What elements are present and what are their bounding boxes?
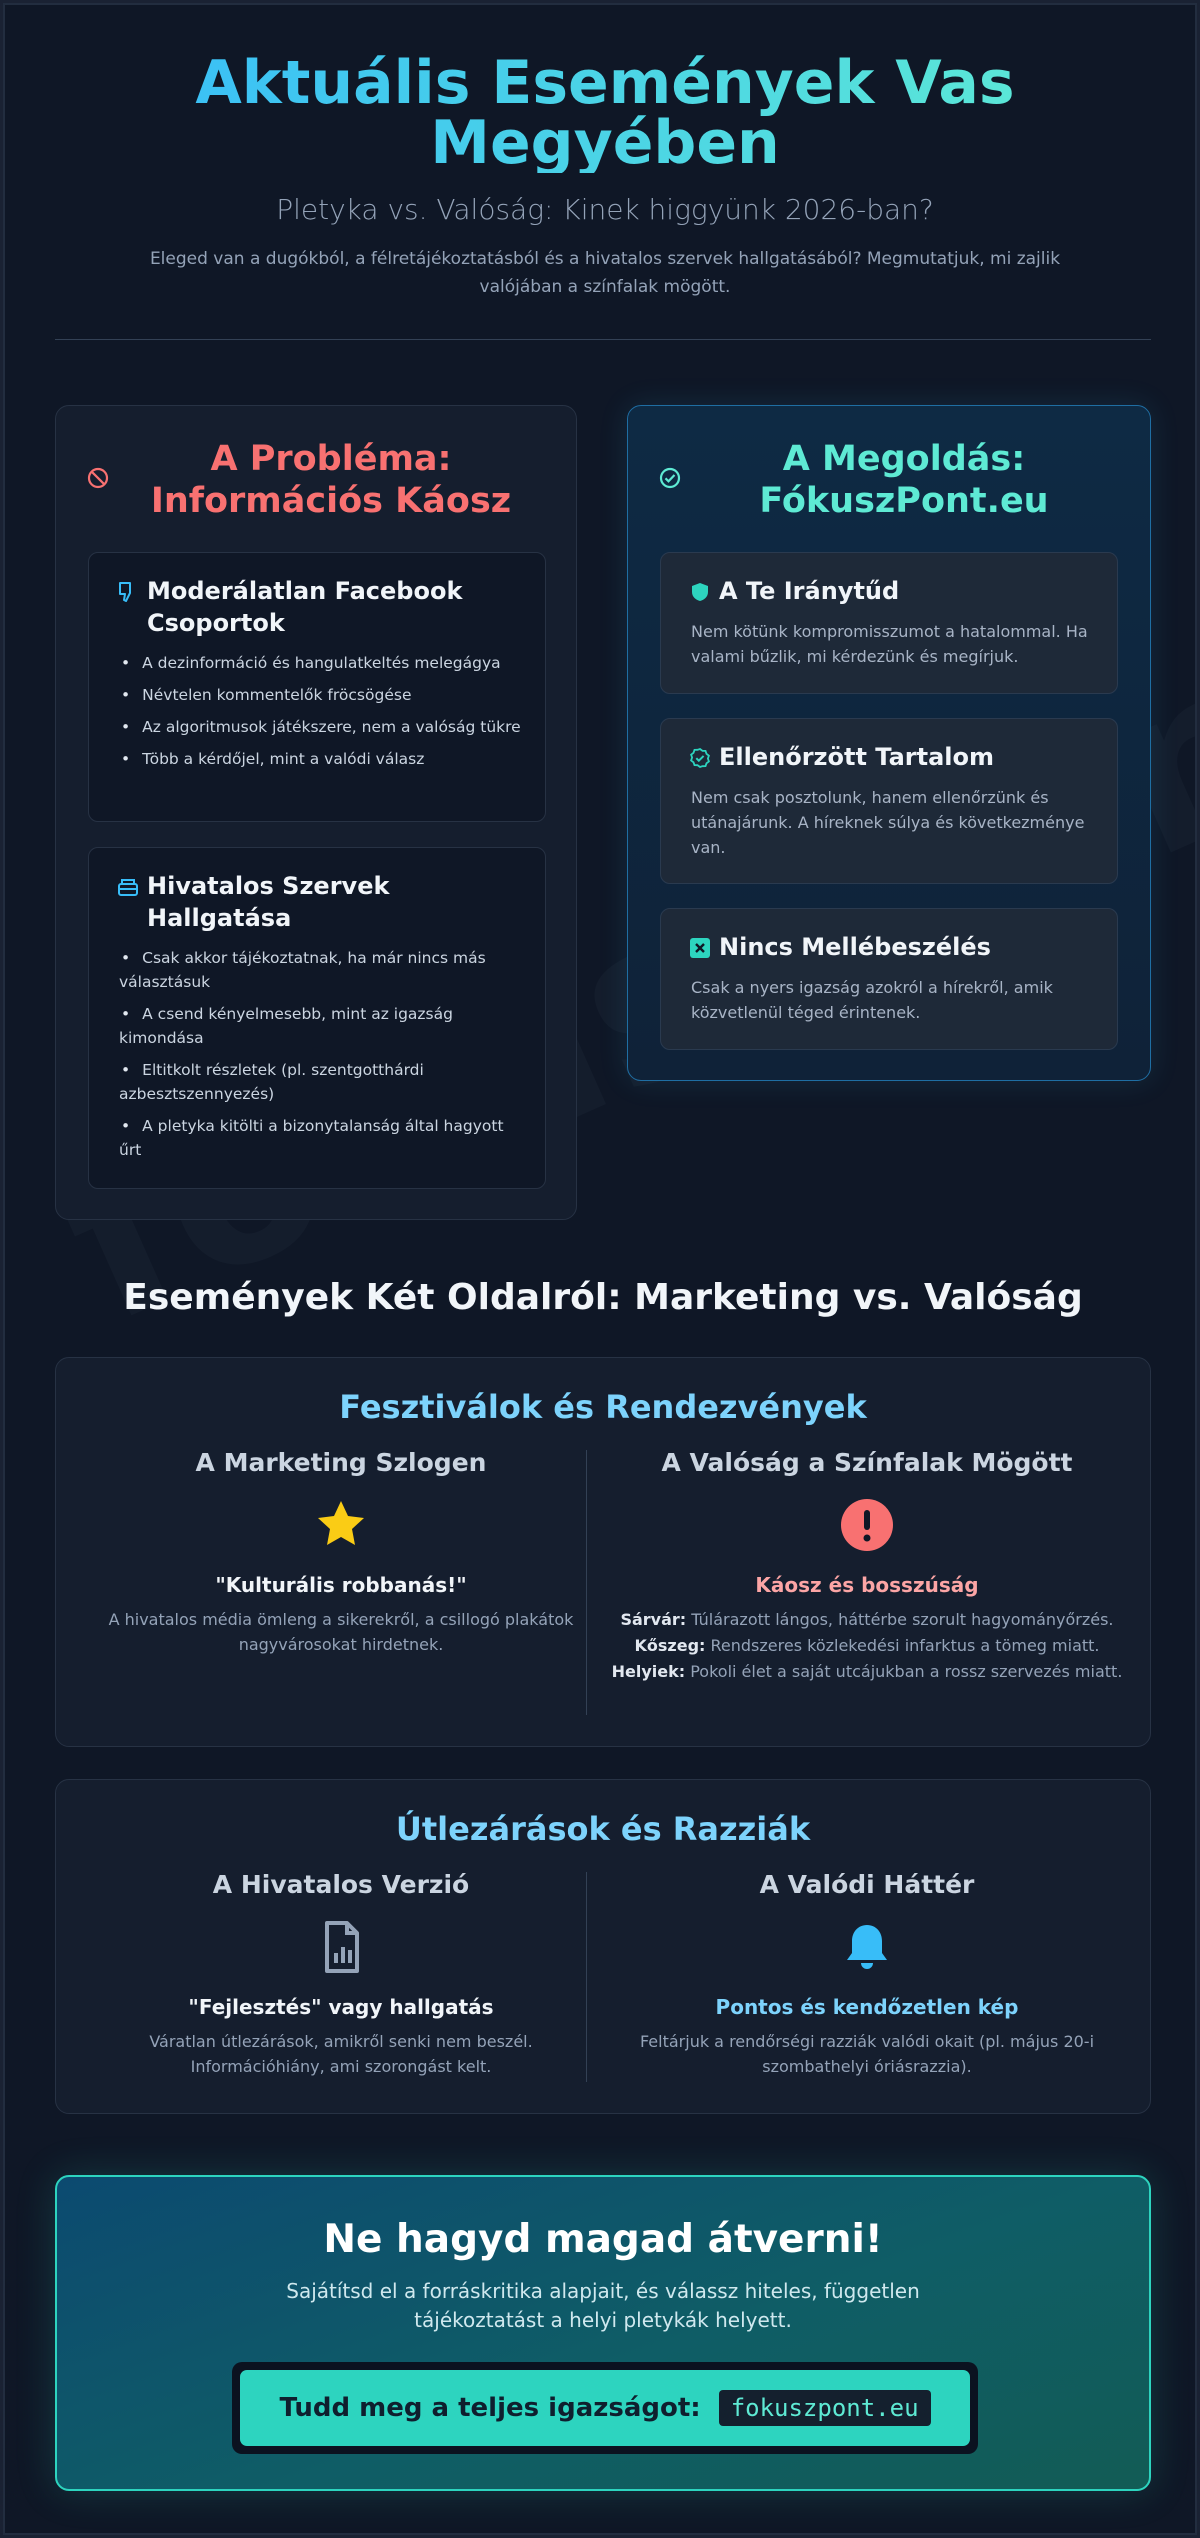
column-subtitle: Káosz és bosszúság [755, 1573, 979, 1597]
page-subtitle: Pletyka vs. Valóság: Kinek higgyünk 2026-ban? [276, 193, 934, 226]
column-title: A Valóság a Színfalak Mögött [661, 1448, 1073, 1477]
column-text: Váratlan útlezárások, amikről senki nem beszél. Információhiány, ami szorongást kelt. [149, 2032, 533, 2076]
problem-title: A Probléma: Információs Káosz [150, 439, 512, 521]
background-column [602, 1870, 1132, 2079]
solution-card-title: Nincs Mellébeszélés [719, 933, 991, 961]
check-circle-icon [658, 466, 688, 494]
file-chart-icon [313, 1919, 369, 1975]
festivals-box [55, 1357, 1151, 1747]
page-frame [3, 3, 1197, 2535]
reality-column [602, 1448, 1132, 1685]
exclamation-circle-icon [839, 1497, 895, 1553]
list-item: • A csend kényelmesebb, mint az igazság kimondása [119, 1002, 521, 1050]
closures-box [55, 1779, 1151, 2114]
institution-icon [117, 870, 147, 902]
cta-button-label: Tudd meg a teljes igazságot: [279, 2393, 701, 2423]
cta-button-frame [232, 2362, 978, 2454]
x-square-icon [689, 931, 719, 963]
list-item: • Több a kérdőjel, mint a valódi válasz [119, 747, 521, 771]
reality-line: Helyiek: Pokoli élet a saját utcájukban a rossz szervezés miatt. [611, 1662, 1123, 1681]
solution-card-title: Ellenőrzött Tartalom [719, 743, 994, 771]
reality-line: Sárvár: Túlárazott lángos, háttérbe szorult hagyományőrzés. [620, 1610, 1114, 1629]
page-title: Aktuális Események Vas Megyében [105, 53, 1105, 173]
problem-panel [55, 405, 577, 1220]
column-subtitle: "Kulturális robbanás!" [215, 1573, 467, 1597]
cta-title: Ne hagyd magad átverni! [323, 2217, 883, 2262]
thumbs-down-icon [117, 575, 147, 607]
cta-button[interactable] [240, 2370, 970, 2446]
festivals-title: Fesztiválok és Rendezvények [339, 1388, 867, 1426]
solution-title: A Megoldás: FókuszPont.eu [759, 439, 1049, 521]
list-item: • Az algoritmusok játékszere, nem a valóság tükre [119, 715, 521, 739]
solution-card-no-nonsense [660, 908, 1118, 1050]
bell-icon [839, 1919, 895, 1975]
closures-title: Útlezárások és Razziák [395, 1810, 811, 1848]
column-title: A Valódi Háttér [759, 1870, 975, 1899]
column-subtitle: Pontos és kendőzetlen kép [715, 1995, 1019, 2019]
header-divider [55, 339, 1151, 340]
section-title: Események Két Oldalról: Marketing vs. Valóság [123, 1277, 1083, 1318]
ban-icon [86, 466, 116, 494]
cta-text: Sajátítsd el a forráskritika alapjait, és válassz hiteles, független tájékoztatást a helyi pletykák helyett. [286, 2279, 920, 2332]
cta-panel [55, 2175, 1151, 2491]
problem-card-list [119, 651, 521, 779]
problem-card-list [119, 946, 521, 1170]
cta-button-url: fokuszpont.eu [719, 2390, 931, 2426]
solution-card-text: Nem csak posztolunk, hanem ellenőrzünk és utánajárunk. A híreknek súlya és következménye van. [691, 788, 1085, 857]
reality-lines [607, 1607, 1127, 1685]
list-item: • Csak akkor tájékoztatnak, ha már nincs más választásuk [119, 946, 521, 994]
column-text: Feltárjuk a rendőrségi razziák valódi okait (pl. május 20-i szombathelyi óriásrazzia). [639, 2032, 1095, 2076]
official-column [76, 1870, 606, 2079]
solution-card-text: Csak a nyers igazság azokról a hírekről, amik közvetlenül téged érintenek. [691, 978, 1053, 1022]
list-item: • Névtelen kommentelők fröcsögése [119, 683, 521, 707]
list-item: • A dezinformáció és hangulatkeltés melegágya [119, 651, 521, 675]
column-subtitle: "Fejlesztés" vagy hallgatás [188, 1995, 494, 2019]
column-text: A hivatalos média ömleng a sikerekről, a csillogó plakátok nagyvárosokat hirdetnek. [108, 1610, 574, 1654]
solution-card-title: A Te Iránytűd [719, 577, 900, 605]
list-item: • Eltitkolt részletek (pl. szentgotthárdi azbesztszennyezés) [119, 1058, 521, 1106]
problem-card-officials [88, 847, 546, 1189]
column-title: A Marketing Szlogen [195, 1448, 487, 1477]
star-icon [313, 1497, 369, 1553]
problem-card-title: Moderálatlan Facebook Csoportok [147, 577, 463, 637]
list-item: • A pletyka kitölti a bizonytalanság által hagyott űrt [119, 1114, 521, 1162]
solution-card-text: Nem kötünk kompromisszumot a hatalommal. Ha valami bűzlik, mi kérdezünk és megírjuk. [691, 622, 1088, 666]
page-description: Eleged van a dugókból, a félretájékoztatásból és a hivatalos szervek hallgatásából? Megmutatjuk, mi zajlik valójában a színfalak mögött. [149, 249, 1061, 297]
reality-line: Kőszeg: Rendszeres közlekedési infarktus a tömeg miatt. [634, 1636, 1100, 1655]
verified-icon [689, 741, 719, 773]
problem-card-title: Hivatalos Szervek Hallgatása [147, 872, 390, 932]
shield-icon [689, 575, 719, 607]
solution-panel [627, 405, 1151, 1081]
solution-card-compass [660, 552, 1118, 694]
column-title: A Hivatalos Verzió [212, 1870, 470, 1899]
marketing-column [76, 1448, 606, 1657]
problem-card-facebook [88, 552, 546, 822]
solution-card-verified [660, 718, 1118, 884]
